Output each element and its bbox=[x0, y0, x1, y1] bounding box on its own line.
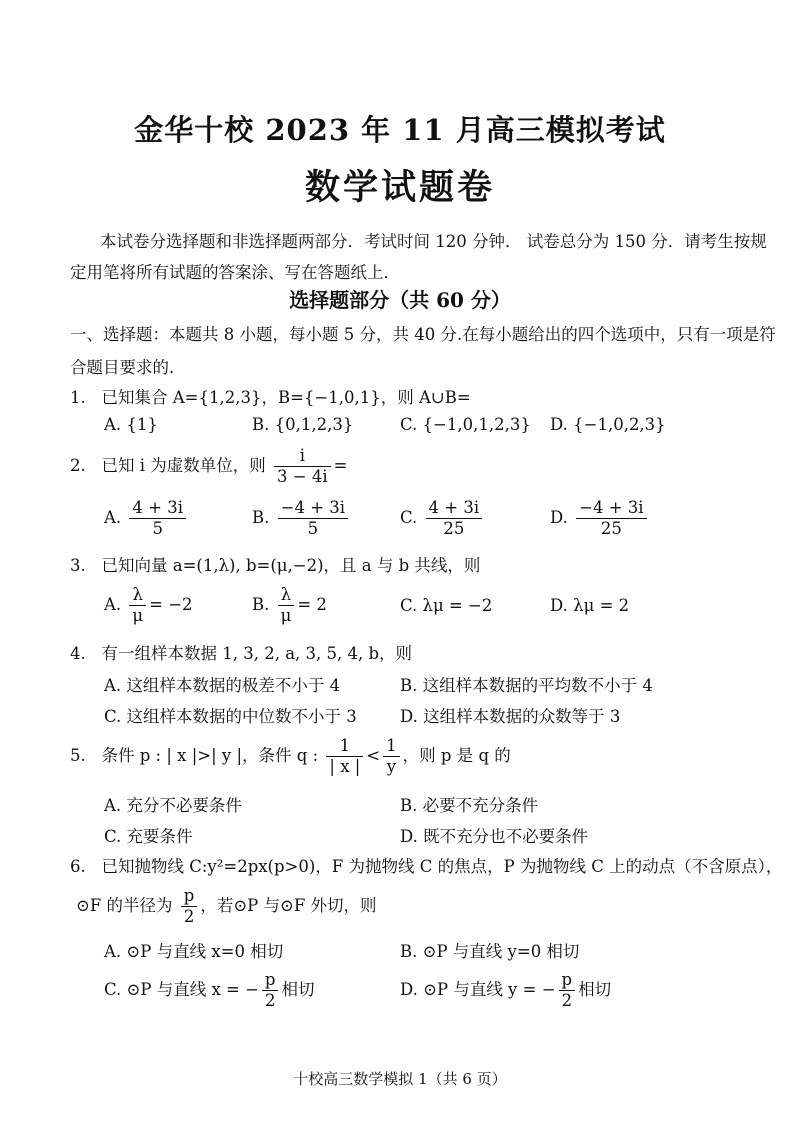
option-label: D. bbox=[550, 596, 568, 615]
option-label: D. bbox=[400, 980, 418, 999]
denominator: 2 bbox=[183, 907, 195, 926]
q6-option-a bbox=[104, 938, 283, 962]
denominator: 5 bbox=[307, 519, 319, 538]
question-6-stem-line-2 bbox=[76, 886, 377, 927]
q1-option-d: D. {−1,0,2,3} bbox=[550, 415, 666, 434]
q6-option-d bbox=[400, 970, 611, 1011]
question-text: 有一组样本数据 1, 3, 2, a, 3, 5, 4, b，则 bbox=[101, 644, 413, 663]
intro-line-1: 本试卷分选择题和非选择题两部分．考试时间 120 分钟． 试卷总分为 150 分．请考生按规 bbox=[100, 232, 767, 251]
numerator: λ bbox=[278, 585, 295, 606]
fraction bbox=[426, 498, 483, 539]
numerator: 4 + 3i bbox=[129, 498, 186, 519]
option-label: A. bbox=[104, 942, 122, 961]
q2-option-c bbox=[400, 498, 485, 539]
q4-option-c: C. 这组样本数据的中位数不小于 3 bbox=[104, 707, 357, 726]
option-text: 相切 bbox=[281, 980, 315, 999]
denominator: 25 bbox=[443, 519, 465, 538]
option-tail: = 2 bbox=[297, 595, 327, 614]
fraction bbox=[129, 585, 146, 626]
option-tail: = −2 bbox=[149, 595, 193, 614]
numerator: p bbox=[181, 886, 198, 907]
option-label: C. bbox=[400, 508, 418, 527]
denominator: 5 bbox=[152, 519, 163, 538]
q5-option-c: C. 充要条件 bbox=[104, 827, 193, 846]
question-3-stem bbox=[70, 552, 480, 576]
q5-option-b: B. 必要不充分条件 bbox=[400, 796, 539, 815]
question-5-stem bbox=[70, 736, 511, 777]
denominator: μ bbox=[280, 606, 292, 625]
question-number: 5. bbox=[70, 746, 86, 765]
question-text: 已知抛物线 C:y²=2px(p>0)，F 为抛物线 C 的焦点，P 为抛物线 C 上的动点（不含原点）， bbox=[101, 857, 783, 876]
q4-option-b: B. 这组样本数据的平均数不小于 4 bbox=[400, 676, 653, 695]
q3-option-a bbox=[104, 585, 193, 626]
q2-option-d bbox=[550, 498, 650, 539]
question-text: 已知 i 为虚数单位，则 bbox=[101, 456, 266, 475]
numerator: 4 + 3i bbox=[426, 498, 483, 519]
denominator: | x | bbox=[329, 757, 361, 776]
q5-option-a: A. 充分不必要条件 bbox=[104, 796, 242, 815]
q3-option-c bbox=[400, 596, 492, 615]
fraction bbox=[278, 585, 295, 626]
option-label: B. bbox=[252, 595, 270, 614]
numerator: λ bbox=[129, 585, 146, 606]
question-2-stem bbox=[70, 446, 347, 487]
option-text: ⊙P 与直线 y=0 相切 bbox=[422, 942, 580, 961]
denominator: y bbox=[386, 757, 397, 776]
numerator: p bbox=[559, 970, 576, 991]
fraction bbox=[181, 886, 198, 927]
q6-option-b bbox=[400, 938, 579, 962]
option-text: λμ = 2 bbox=[573, 596, 630, 615]
question-1-stem bbox=[70, 384, 471, 408]
exam-title: 金华十校 2023 年 11 月高三模拟考试 bbox=[134, 113, 666, 147]
q4-option-d: D. 这组样本数据的众数等于 3 bbox=[400, 707, 621, 726]
option-text: 相切 bbox=[578, 980, 612, 999]
question-text: 已知向量 a=(1,λ), b=(μ,−2)，且 a 与 b 共线，则 bbox=[101, 556, 481, 575]
numerator: 1 bbox=[383, 736, 400, 757]
question-number: 6. bbox=[70, 857, 86, 876]
denominator: 25 bbox=[600, 519, 622, 538]
question-text: ，则 p 是 q 的 bbox=[402, 746, 511, 765]
page-footer: 十校高三数学模拟 1（共 6 页） bbox=[293, 1070, 507, 1088]
option-label: D. bbox=[550, 508, 568, 527]
question-6-stem bbox=[70, 853, 782, 877]
question-text: ⊙F 的半径为 bbox=[76, 896, 173, 915]
option-text: ⊙P 与直线 x = − bbox=[126, 980, 259, 999]
section-instruction-1: 一、选择题：本题共 8 小题，每小题 5 分，共 40 分.在每小题给出的四个选项中，只有一项是符 bbox=[70, 325, 776, 344]
numerator: 1 bbox=[326, 736, 363, 757]
option-label: A. bbox=[104, 508, 122, 527]
option-text: ⊙P 与直线 y = − bbox=[423, 980, 556, 999]
fraction bbox=[383, 736, 400, 777]
q6-option-c bbox=[104, 970, 314, 1011]
option-label: A. bbox=[104, 595, 122, 614]
q3-option-d bbox=[550, 596, 629, 615]
denominator: 3 − 4i bbox=[277, 467, 328, 486]
fraction bbox=[559, 970, 576, 1011]
option-label: B. bbox=[400, 942, 418, 961]
fraction bbox=[576, 498, 646, 539]
q3-option-b bbox=[252, 585, 327, 626]
question-number: 1. bbox=[70, 388, 86, 407]
fraction bbox=[274, 446, 331, 487]
q2-option-a bbox=[104, 498, 189, 539]
denominator: μ bbox=[132, 606, 144, 625]
option-text: ⊙P 与直线 x=0 相切 bbox=[126, 942, 284, 961]
q1-option-b: B. {0,1,2,3} bbox=[252, 415, 354, 434]
equals-sign: = bbox=[333, 456, 348, 475]
numerator: −4 + 3i bbox=[278, 498, 348, 519]
question-number: 4. bbox=[70, 644, 86, 663]
question-text: 已知集合 A={1,2,3}，B={−1,0,1}，则 A∪B= bbox=[101, 388, 471, 407]
question-text: ，若⊙P 与⊙F 外切，则 bbox=[200, 896, 377, 915]
fraction bbox=[129, 498, 186, 539]
question-text: 条件 p : | x |>| y |，条件 q : bbox=[101, 746, 319, 765]
numerator: −4 + 3i bbox=[576, 498, 646, 519]
question-4-stem bbox=[70, 640, 412, 664]
fraction bbox=[326, 736, 363, 777]
fraction bbox=[278, 498, 348, 539]
section-instruction-2: 合题目要求的. bbox=[70, 358, 175, 377]
q2-option-b bbox=[252, 498, 351, 539]
denominator: 2 bbox=[264, 991, 276, 1010]
option-label: C. bbox=[400, 596, 418, 615]
option-label: B. bbox=[252, 508, 270, 527]
q1-option-c: C. {−1,0,1,2,3} bbox=[400, 415, 531, 434]
option-text: λμ = −2 bbox=[422, 596, 493, 615]
q5-option-d: D. 既不充分也不必要条件 bbox=[400, 827, 589, 846]
numerator: i bbox=[274, 446, 331, 467]
less-than-sign: < bbox=[366, 746, 381, 765]
q4-option-a: A. 这组样本数据的极差不小于 4 bbox=[104, 676, 341, 695]
exam-subtitle: 数学试题卷 bbox=[304, 167, 495, 208]
denominator: 2 bbox=[561, 991, 573, 1010]
numerator: p bbox=[262, 970, 279, 991]
question-number: 2. bbox=[70, 456, 86, 475]
q1-option-a: A. {1} bbox=[104, 415, 158, 434]
question-number: 3. bbox=[70, 556, 86, 575]
section-title: 选择题部分（共 60 分） bbox=[289, 288, 511, 312]
intro-line-2: 定用笔将所有试题的答案涂、写在答题纸上． bbox=[70, 263, 400, 282]
option-label: C. bbox=[104, 980, 122, 999]
fraction bbox=[262, 970, 279, 1011]
